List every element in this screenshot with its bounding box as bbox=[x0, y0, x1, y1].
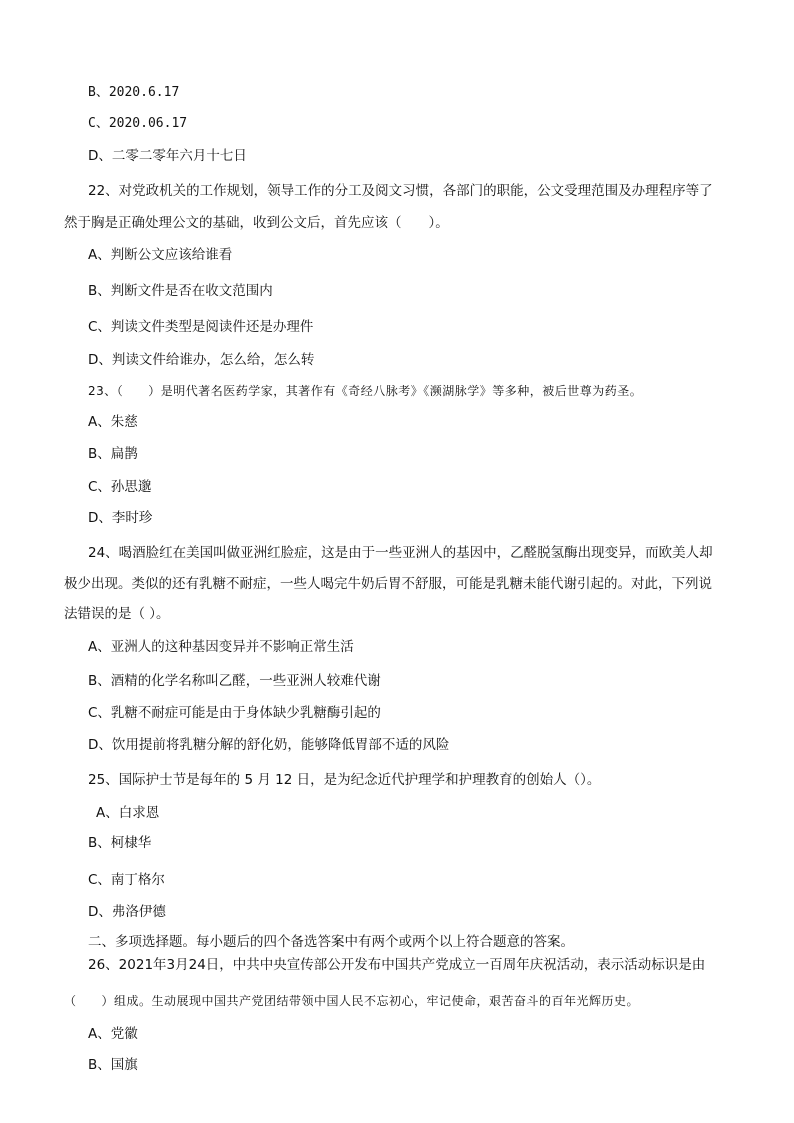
option-b-q23: B、扁鹊 bbox=[88, 446, 138, 462]
option-a-q26: A、党徽 bbox=[88, 1026, 138, 1042]
question-26-cont: （ ）组成。生动展现中国共产党团结带领中国人民不忘初心，牢记使命，艰苦奋斗的百年光辉历史。 bbox=[64, 994, 640, 1008]
option-a-q22: A、判断公文应该给谁看 bbox=[88, 247, 233, 263]
option-c-q24: C、乳糖不耐症可能是由于身体缺少乳糖酶引起的 bbox=[88, 705, 381, 721]
option-d-q25: D、弗洛伊德 bbox=[88, 904, 166, 920]
question-24: 24、喝酒脸红在美国叫做亚洲红脸症，这是由于一些亚洲人的基因中，乙醛脱氢酶出现变异，而欧美人却 bbox=[88, 545, 713, 561]
option-a-q24: A、亚洲人的这种基因变异并不影响正常生活 bbox=[88, 639, 354, 655]
question-26: 26、2021年3月24日，中共中央宣传部公开发布中国共产党成立一百周年庆祝活动，表示活动标识是由 bbox=[88, 957, 706, 973]
option-a-q23: A、朱慈 bbox=[88, 414, 138, 430]
question-24-cont-2: 法错误的是（ ）。 bbox=[64, 606, 170, 622]
option-c-q22: C、判读文件类型是阅读件还是办理件 bbox=[88, 319, 314, 335]
option-d-q22: D、判读文件给谁办，怎么给，怎么转 bbox=[88, 352, 315, 368]
option-c-q23: C、孙思邈 bbox=[88, 479, 152, 495]
option-a-q25: A、白求恩 bbox=[96, 805, 160, 821]
option-b-q22: B、判断文件是否在收文范围内 bbox=[88, 283, 273, 299]
section-heading-multiple-choice: 二、多项选择题。每小题后的四个备选答案中有两个或两个以上符合题意的答案。 bbox=[88, 934, 574, 950]
question-25: 25、国际护士节是每年的 5 月 12 日，是为纪念近代护理学和护理教育的创始人（）。 bbox=[88, 772, 601, 788]
option-c-q25: C、南丁格尔 bbox=[88, 872, 165, 888]
question-22-cont: 然于胸是正确处理公文的基础，收到公文后，首先应该（ ）。 bbox=[64, 215, 449, 231]
option-b-q24: B、酒精的化学名称叫乙醛，一些亚洲人较难代谢 bbox=[88, 673, 381, 689]
question-24-cont-1: 极少出现。类似的还有乳糖不耐症，一些人喝完牛奶后胃不舒服，可能是乳糖未能代谢引起的。对此，下列说 bbox=[64, 576, 712, 592]
question-22: 22、对党政机关的工作规划，领导工作的分工及阅文习惯，各部门的职能，公文受理范围及办理程序等了 bbox=[88, 183, 713, 199]
option-d-q24: D、饮用提前将乳糖分解的舒化奶，能够降低胃部不适的风险 bbox=[88, 737, 450, 753]
option-b-q26: B、国旗 bbox=[88, 1057, 138, 1073]
option-d-q23: D、李时珍 bbox=[88, 510, 153, 526]
question-23: 23、（ ）是明代著名医药学家，其著作有《奇经八脉考》《濒湖脉学》等多种，被后世尊为药圣。 bbox=[88, 384, 643, 398]
option-d-q21: D、二零二零年六月十七日 bbox=[88, 148, 247, 164]
option-b-q21: B、2020.6.17 bbox=[88, 85, 180, 100]
option-c-q21: C、2020.06.17 bbox=[88, 116, 188, 131]
option-b-q25: B、柯棣华 bbox=[88, 835, 152, 851]
